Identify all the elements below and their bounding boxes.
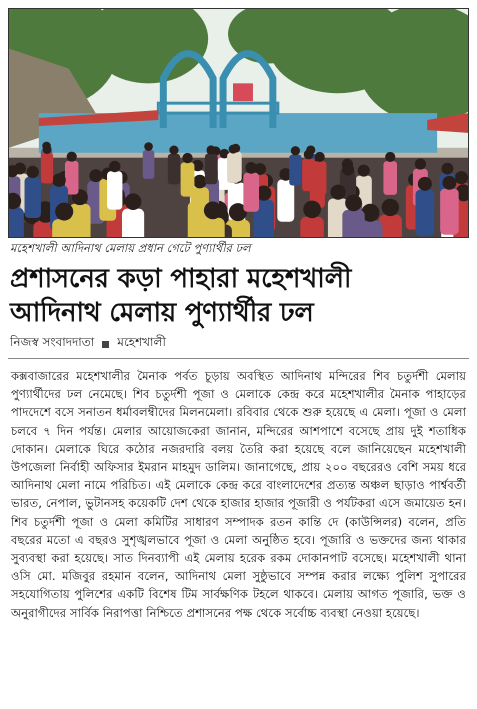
headline-line-2: আদিনাথ মেলায় পুণ্যার্থীর ঢল — [10, 298, 314, 328]
square-bullet-icon — [102, 341, 109, 348]
article-body: কক্সবাজারের মহেশখালীর মৈনাক পর্বত চূড়ায় অবস্থিত আদিনাথ মন্দিরের শিব চতুর্দশী মেলায় পুণ্যার্থীদের ঢল নেমেছে। শিব চতুর্দশী পূজা ও মেলাকে কেন্দ্র করে মহেশখালীর মৈনাক পাহাড়ের পাদদেশে বসে সনাতন ধর্মাবলম্বীদের মিলনমেলা। রবিবার থেকে শুরু হয়েছে এ মেলা। পূজা ও মেলা চলবে ৭ দিন পর্যন্ত। মেলার আয়োজকেরা জানান, মন্দিরের আশপাশে বসেছে প্রায় দুই শতাধিক দোকান। মেলাকে ঘিরে কঠোর নজরদারি বলয় তৈরি করা হয়েছে বলে জানিয়েছেন মহেশখালী উপজেলা নির্বাহী অফিসার ইমরান মাহমুদ ডালিম। জানাগেছে, প্রায় ২০০ বছরেরও বেশি সময় ধরে আদিনাথ মেলা নামে পরিচিত। এই মেলাকে কেন্দ্র করে বাংলাদেশের প্রত্যন্ত অঞ্চল ছাড়াও পার্শ্ববর্তী ভারত, নেপাল, ভুটানসহ কয়েকটি দেশ থেকে হাজার হাজার পূজারী ও পর্যটকরা এসে জমায়েত হন। শিব চতুর্দশী পূজা ও মেলা কমিটির সাধারণ সম্পাদক রতন কান্তি দে (কাউন্সিলর) বলেন, প্রতি বছরের মতো এ বছরও সুশৃঙ্খলভাবে পূজা ও মেলা অনুষ্ঠিত হবে। পূজারি ও ভক্তদের জন্য থাকার সুব্যবস্থা করা হয়েছে। সাত দিনব্যাপী এই মেলায় হরেক রকম দোকানপাট বসেছে। মহেশখালী থানা ওসি মো. মজিবুর রহমান বলেন, আদিনাথ মেলা সুষ্ঠুভাবে সম্পন্ন করার লক্ষ্যে পুলিশ সুপারের সহযোগিতায় পুলিশের একটি বিশেষ টিম সার্বক্ষণিক টহলে থাকবে। মেলায় আগত পূজারি, ভক্ত ও অনুরাগীদের সার্বিক নিরাপত্তা নিশ্চিতে প্রশাসনের পক্ষ থেকে সর্বোচ্চ ব্যবস্থা নেওয়া হয়েছে। — [11, 369, 466, 620]
photo-caption: মহেশখালী আদিনাথ মেলায় প্রধান গেটে পুণ্যার্থীর ঢল — [10, 241, 251, 255]
headline — [8, 260, 469, 330]
reporter: নিজস্ব সংবাদদাতা — [10, 335, 95, 349]
dateline-location: মহেশখালী — [117, 335, 166, 349]
byline — [8, 330, 469, 359]
news-photo — [8, 8, 469, 238]
headline-line-1: প্রশাসনের কড়া পাহারা মহেশখালী — [10, 264, 352, 294]
